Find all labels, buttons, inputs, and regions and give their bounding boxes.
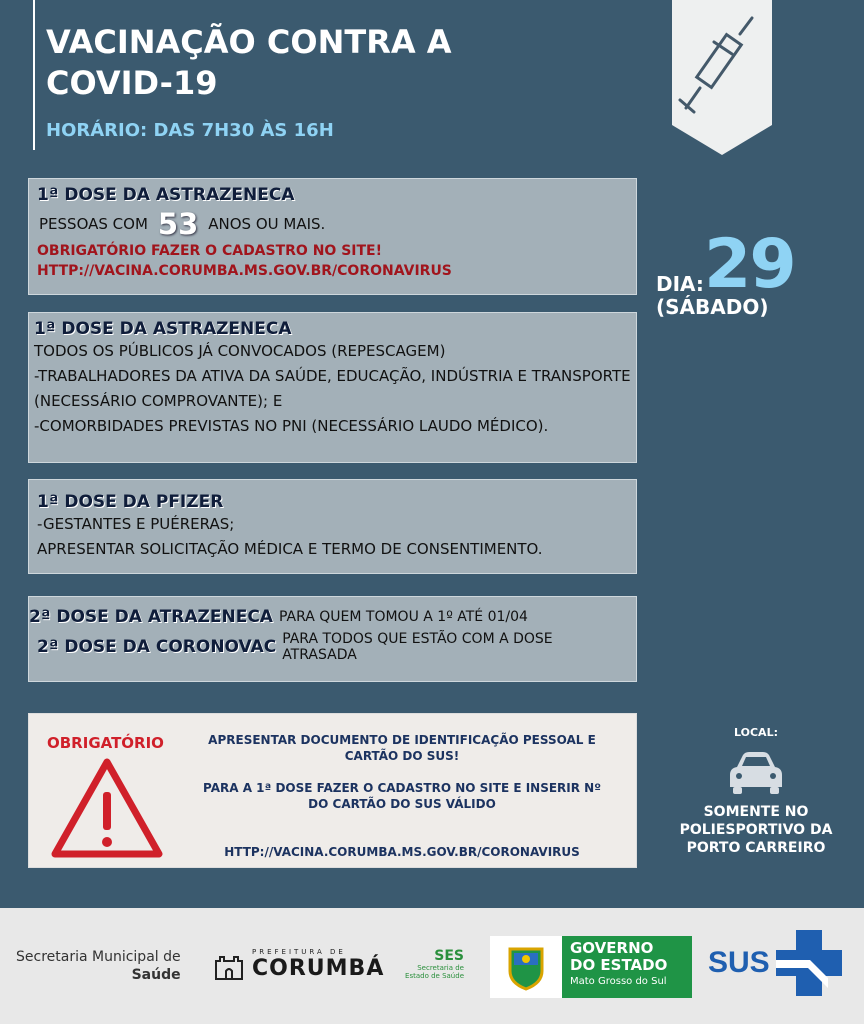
gov-line: GOVERNO bbox=[570, 939, 654, 957]
card-line: TODOS OS PÚBLICOS JÁ CONVOCADOS (REPESCAGEM) bbox=[34, 342, 446, 360]
date-weekday: (SÁBADO) bbox=[656, 295, 769, 319]
castle-icon bbox=[212, 949, 246, 981]
ses-text: SES bbox=[434, 948, 464, 964]
location-block bbox=[676, 726, 836, 857]
age-post: ANOS OU MAIS. bbox=[208, 215, 326, 233]
sus-text: SUS bbox=[708, 946, 770, 979]
warning-icon bbox=[49, 756, 165, 860]
syringe-icon bbox=[672, 0, 772, 155]
date-label: DIA: bbox=[656, 272, 704, 296]
card-line: -GESTANTES E PUÉRERAS; bbox=[37, 515, 235, 533]
card-heading: 2ª DOSE DA CORONOVAC bbox=[37, 637, 277, 657]
pref-big: CORUMBÁ bbox=[252, 956, 385, 981]
sus-logo bbox=[708, 926, 848, 1000]
card-line: -COMORBIDADES PREVISTAS NO PNI (NECESSÁRIO LAUDO MÉDICO). bbox=[34, 417, 549, 435]
sec-line: Saúde bbox=[131, 967, 181, 983]
gov-line: Mato Grosso do Sul bbox=[570, 976, 667, 987]
dose-card-pfizer bbox=[28, 479, 637, 574]
row-text: PARA QUEM TOMOU A 1º ATÉ 01/04 bbox=[278, 609, 528, 625]
date-day: 29 bbox=[704, 225, 795, 304]
row-text: PARA TODOS QUE ESTÃO COM A DOSE ATRASADA bbox=[282, 631, 553, 663]
mandatory-text: PARA A 1ª DOSE FAZER O CADASTRO NO SITE E INSERIR Nº DO CARTÃO DO SUS VÁLIDO bbox=[203, 781, 601, 811]
schedule-text: HORÁRIO: DAS 7H30 ÀS 16H bbox=[46, 120, 334, 141]
card-line: APRESENTAR SOLICITAÇÃO MÉDICA E TERMO DE CONSENTIMENTO. bbox=[37, 540, 543, 558]
title-accent-line bbox=[33, 0, 35, 150]
location-label: LOCAL: bbox=[734, 726, 778, 739]
card-line: -TRABALHADORES DA ATIVA DA SAÚDE, EDUCAÇÃO, INDÚSTRIA E TRANSPORTE (NECESSÁRIO COMPROVANTE); E bbox=[34, 367, 631, 410]
sec-line: Secretaria Municipal de bbox=[16, 949, 181, 965]
sus-cross-icon bbox=[770, 926, 848, 1000]
mandatory-label: OBRIGATÓRIO bbox=[47, 734, 164, 752]
second-dose-row bbox=[29, 631, 636, 663]
dose-card-astrazeneca-53 bbox=[28, 178, 637, 295]
ses-logo bbox=[392, 948, 464, 980]
card-heading: 2ª DOSE DA ATRAZENECA bbox=[29, 607, 273, 627]
card-heading: 1ª DOSE DA PFIZER bbox=[37, 492, 224, 512]
car-icon bbox=[727, 749, 785, 797]
gov-line: DO ESTADO bbox=[570, 956, 668, 974]
card-heading: 1ª DOSE DA ASTRAZENECA bbox=[37, 185, 295, 205]
second-dose-card bbox=[28, 596, 637, 682]
footer-logos bbox=[0, 908, 864, 1024]
required-notice: OBRIGATÓRIO FAZER O CADASTRO NO SITE! bbox=[37, 243, 382, 259]
ses-sub: Secretaria de Estado de Saúde bbox=[405, 964, 464, 980]
prefeitura-logo bbox=[212, 948, 384, 981]
mandatory-link[interactable]: HTTP://VACINA.CORUMBA.MS.GOV.BR/CORONAVIRUS bbox=[224, 845, 580, 859]
second-dose-row bbox=[29, 607, 636, 627]
mandatory-card bbox=[28, 713, 637, 868]
crest-icon bbox=[490, 936, 562, 998]
age-line bbox=[37, 207, 628, 241]
sec-saude-logo bbox=[16, 948, 181, 984]
pref-small: PREFEITURA DE bbox=[252, 948, 346, 956]
age-pre: PESSOAS COM bbox=[39, 215, 148, 233]
register-link[interactable]: HTTP://VACINA.CORUMBA.MS.GOV.BR/CORONAVIRUS bbox=[37, 263, 452, 279]
dose-card-astrazeneca-repescagem bbox=[28, 312, 637, 463]
mandatory-text: APRESENTAR DOCUMENTO DE IDENTIFICAÇÃO PESSOAL E CARTÃO DO SUS! bbox=[208, 733, 596, 763]
governo-logo bbox=[490, 936, 692, 998]
card-heading: 1ª DOSE DA ASTRAZENECA bbox=[34, 319, 292, 339]
location-text: SOMENTE NO POLIESPORTIVO DA PORTO CARREIRO bbox=[679, 804, 833, 856]
page-title: VACINAÇÃO CONTRA A COVID-19 bbox=[46, 23, 452, 102]
age-value: 53 bbox=[157, 207, 199, 241]
